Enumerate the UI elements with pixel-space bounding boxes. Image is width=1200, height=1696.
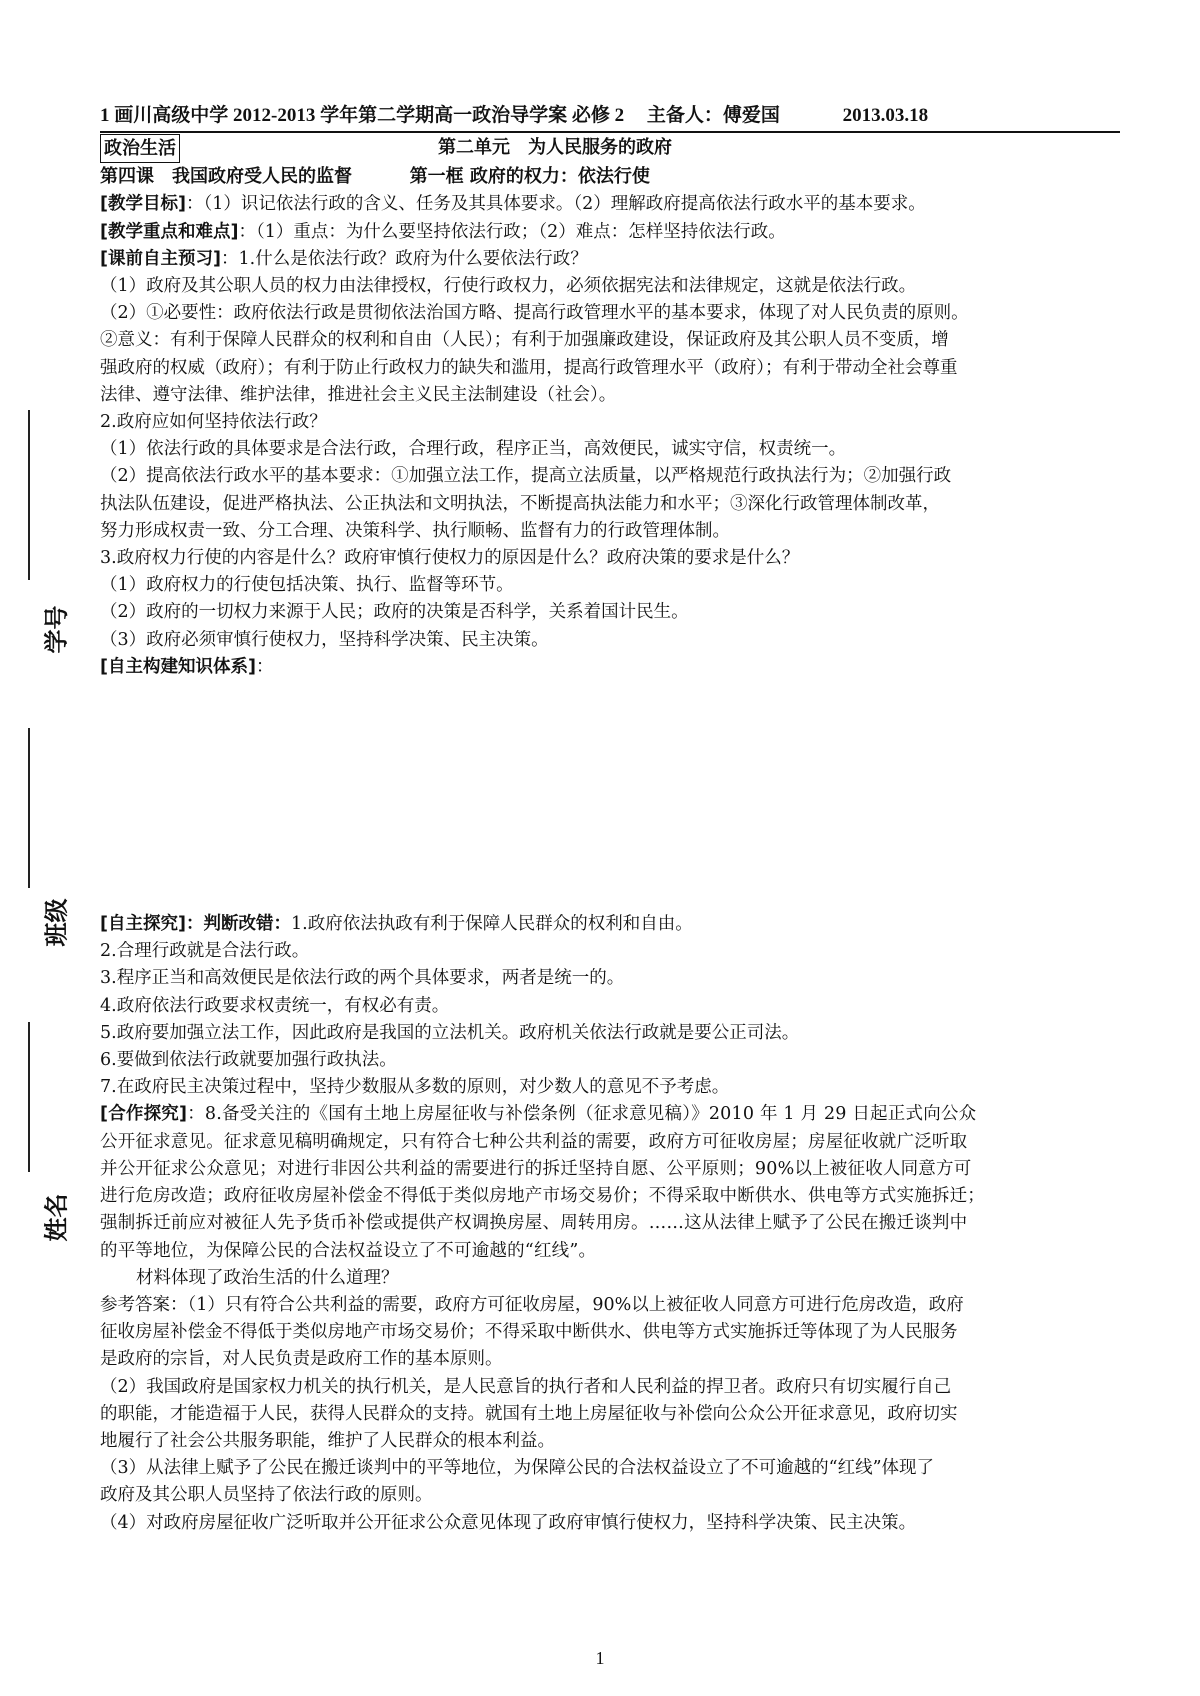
goals-text: ：（1）识记依法行政的含义、任务及其具体要求。（2）理解政府提高依法行政水平的基本要求。: [186, 194, 926, 215]
preview-tag: [课前自主预习]: [100, 248, 221, 269]
header-school: 1 画川高级中学 2012-2013 学年第二学期高一政治导学案 必修 2: [100, 105, 625, 126]
build-tag: [自主构建知识体系]: [100, 656, 256, 677]
explore-item: 4.政府依法行政要求权责统一，有权必有责。: [100, 995, 450, 1016]
preview-line: （1）政府及其公职人员的权力由法律授权，行使行政权力，必须依据宪法和法律规定，这就是依法行政。: [100, 276, 917, 297]
coop-line: 并公开征求公众意见；对进行非因公共利益的需要进行的拆迁坚持自愿、公平原则；90%以上被征收人同意方可: [100, 1158, 972, 1179]
explore-tag: [自主探究]: [100, 914, 186, 935]
preview-line: 3.政府权力行使的内容是什么？政府审慎行使权力的原因是什么？政府决策的要求是什么？: [100, 548, 800, 569]
answer-line: 地履行了社会公共服务职能，维护了人民群众的根本利益。: [100, 1430, 555, 1451]
preview-line: 2.政府应如何坚持依法行政？: [100, 412, 327, 433]
coop-text: ：8.备受关注的《国有土地上房屋征收与补偿条例（征求意见稿）》2010 年 1 月 29 日起正式向公众: [187, 1104, 977, 1125]
preview-line: （2）①必要性：政府依法行政是贯彻依法治国方略、提高行政管理水平的基本要求，体现了对人民负责的原则。: [100, 303, 969, 324]
explore-line: [100, 911, 1120, 938]
preview-line: 努力形成权责一致、分工合理、决策科学、执行顺畅、监督有力的行政管理体制。: [100, 520, 730, 541]
preview-line: 法律、遵守法律、维护法律，推进社会主义民主法制建设（社会）。: [100, 384, 617, 405]
preview-line: [100, 246, 1120, 273]
name-label: 姓名: [42, 1193, 71, 1242]
preview-text: ：1.什么是依法行政？政府为什么要依法行政？: [221, 248, 588, 269]
preview-line: （2）提高依法行政水平的基本要求：①加强立法工作，提高立法质量，以严格规范行政执法行为；②加强行政: [100, 466, 952, 487]
answer-line: 是政府的宗旨，对人民负责是政府工作的基本原则。: [100, 1349, 503, 1370]
book-title: 政治生活: [100, 134, 180, 163]
header-editor: 主备人：傅爱国: [646, 105, 780, 126]
answer-line: （3）从法律上赋予了公民在搬迁谈判中的平等地位，为保障公民的合法权益设立了不可逾越的“红线”体现了: [100, 1458, 935, 1479]
class-line: [28, 728, 30, 888]
goals-tag: [教学目标]: [100, 194, 186, 215]
student-id-label: 学号: [42, 605, 71, 654]
key-points-text: ：（1）重点：为什么要坚持依法行政；（2）难点：怎样坚持依法行政。: [238, 221, 786, 242]
page-number: 1: [595, 1648, 605, 1668]
preview-line: 执法队伍建设，促进严格执法、公正执法和文明执法，不断提高执法能力和水平；③深化行政管理体制改革，: [100, 493, 940, 514]
answer-line: （2）我国政府是国家权力机关的执行机关，是人民意旨的执行者和人民利益的捍卫者。政府只有切实履行自己: [100, 1376, 952, 1397]
coop-question: 材料体现了政治生活的什么道理？: [136, 1267, 399, 1288]
explore-item: 1.政府依法执政有利于保障人民群众的权利和自由。: [291, 914, 693, 935]
build-line: [100, 654, 1120, 681]
preview-line: （2）政府的一切权力来源于人民；政府的决策是否科学，关系着国计民生。: [100, 602, 689, 623]
answer-line: （4）对政府房屋征收广泛听取并公开征求公众意见体现了政府审慎行使权力，坚持科学决策、民主决策。: [100, 1512, 917, 1533]
preview-line: ②意义：有利于保障人民群众的权利和自由（人民）；有利于加强廉政建设，保证政府及其公职人员不变质，增: [100, 330, 949, 351]
name-line: [28, 1022, 30, 1172]
main-content: [100, 134, 1120, 1537]
lesson-row: [100, 163, 1120, 191]
coop-line: 的平等地位，为保障公民的合法权益设立了不可逾越的“红线”。: [100, 1240, 597, 1261]
coop-line: [100, 1101, 1120, 1128]
key-points-tag: [教学重点和难点]: [100, 221, 239, 242]
explore-item: 3.程序正当和高效便民是依法行政的两个具体要求，两者是统一的。: [100, 968, 625, 989]
student-id-line: [28, 410, 30, 580]
goals-line: [100, 191, 1120, 218]
knowledge-system-blank: [100, 681, 1120, 911]
answer-line: 政府及其公职人员坚持了依法行政的原则。: [100, 1485, 433, 1506]
coop-line: 强制拆迁前应对被征人先予货币补偿或提供产权调换房屋、周转用房。……这从法律上赋予了公民在搬迁谈判中: [100, 1213, 968, 1234]
coop-tag: [合作探究]: [100, 1104, 188, 1125]
preview-line: （1）政府权力的行使包括决策、执行、监督等环节。: [100, 575, 514, 596]
answer-line: 参考答案：（1）只有符合公共利益的需要，政府方可征收房屋，90%以上被征收人同意方可进行危房改造，政府: [100, 1294, 964, 1315]
page-header: [100, 100, 1120, 133]
explore-lead: ：判断改错：: [186, 914, 291, 935]
explore-item: 7.在政府民主决策过程中，坚持少数服从多数的原则，对少数人的意见不予考虑。: [100, 1077, 730, 1098]
preview-line: （3）政府必须审慎行使权力，坚持科学决策、民主决策。: [100, 629, 549, 650]
key-points-line: [100, 219, 1120, 246]
lesson-title: 第四课 我国政府受人民的监督: [100, 166, 352, 188]
answer-line: 的职能，才能造福于人民，获得人民群众的支持。就国有土地上房屋征收与补偿向公众公开征求意见，政府切实: [100, 1403, 958, 1424]
title-row: [100, 134, 1120, 163]
explore-item: 2.合理行政就是合法行政。: [100, 941, 310, 962]
coop-line: 公开征求意见。征求意见稿明确规定，只有符合七种公共利益的需要，政府方可征收房屋；房屋征收就广泛听取: [100, 1131, 968, 1152]
explore-item: 5.政府要加强立法工作，因此政府是我国的立法机关。政府机关依法行政就是要公正司法。: [100, 1022, 800, 1043]
preview-line: （1）依法行政的具体要求是合法行政，合理行政，程序正当，高效便民，诚实守信，权责统一。: [100, 439, 847, 460]
build-text: ：: [256, 656, 274, 677]
answer-line: 征收房屋补偿金不得低于类似房地产市场交易价；不得采取中断供水、供电等方式实施拆迁等体现了为人民服务: [100, 1322, 958, 1343]
preview-line: 强政府的权威（政府）；有利于防止行政权力的缺失和滥用，提高行政管理水平（政府）；有利于带动全社会尊重: [100, 357, 958, 378]
header-date: 2013.03.18: [842, 105, 929, 126]
explore-item: 6.要做到依法行政就要加强行政执法。: [100, 1050, 397, 1071]
class-label: 班级: [42, 898, 71, 947]
unit-title: 第二单元 为人民服务的政府: [438, 137, 672, 158]
coop-line: 进行危房改造；政府征收房屋补偿金不得低于类似房地产市场交易价；不得采取中断供水、供电等方式实施拆迁；: [100, 1186, 985, 1207]
frame-title: 第一框 政府的权力：依法行使: [409, 166, 650, 188]
